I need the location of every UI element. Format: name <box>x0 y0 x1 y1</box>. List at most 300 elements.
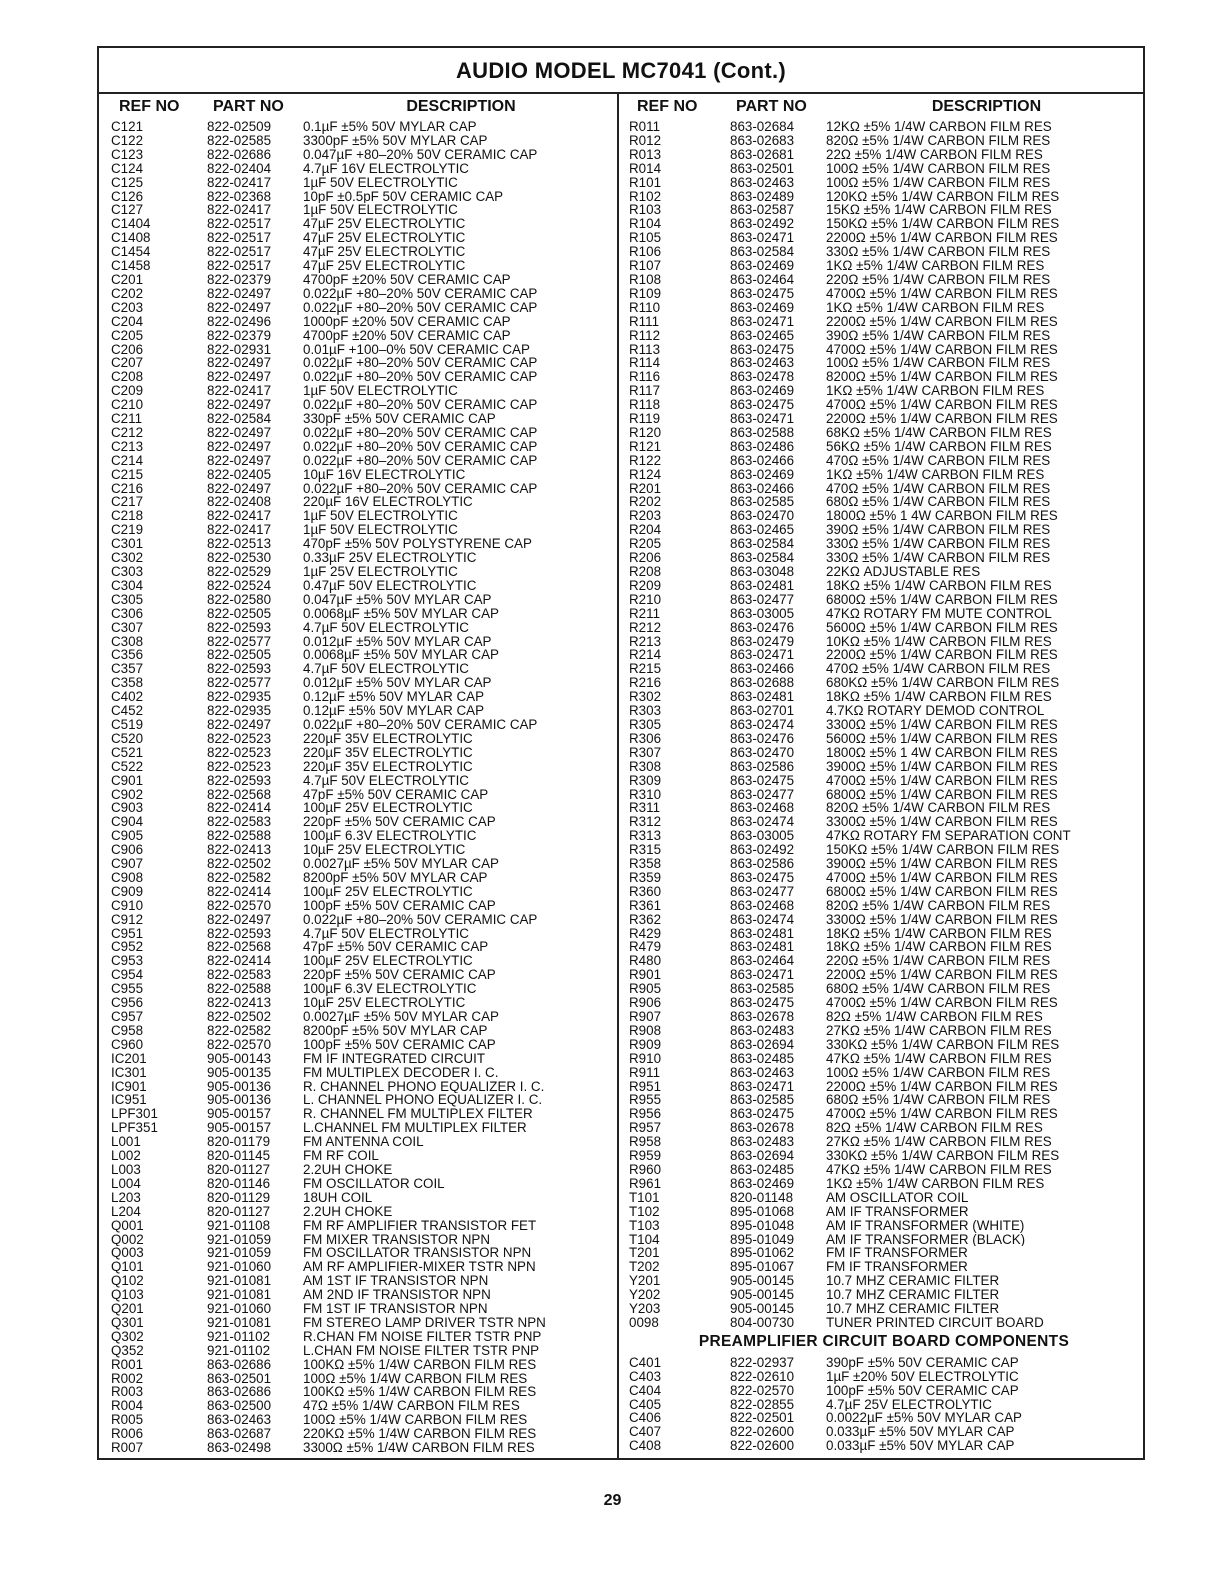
part-no-cell: 921-01102 <box>207 1343 271 1358</box>
description-cell: 680Ω ±5% 1/4W CARBON FILM RES <box>826 495 1051 510</box>
description-cell: 0.012µF ±5% 50V MYLAR CAP <box>303 634 492 649</box>
table-row <box>109 203 613 217</box>
table-row <box>627 384 1141 398</box>
table-row <box>109 593 613 607</box>
ref-no-cell: R110 <box>629 300 661 315</box>
ref-no-cell: C952 <box>111 940 144 955</box>
ref-no-cell: R906 <box>629 996 662 1010</box>
ref-no-cell: R003 <box>111 1385 144 1400</box>
table-row <box>109 398 613 412</box>
table-row <box>627 648 1141 662</box>
ref-no-cell: C407 <box>629 1425 662 1440</box>
description-cell: 1KΩ ±5% 1/4W CARBON FILM RES <box>826 259 1045 273</box>
part-no-cell: 822-02600 <box>730 1439 795 1454</box>
description-cell: 220µF 35V ELECTROLYTIC <box>303 759 473 774</box>
part-no-cell: 905-00145 <box>730 1274 795 1289</box>
description-cell: 4.7KΩ ROTARY DEMOD CONTROL <box>826 704 1045 718</box>
description-cell: 330KΩ ±5% 1/4W CARBON FILM RES <box>826 1149 1060 1163</box>
ref-no-cell: C404 <box>629 1383 662 1398</box>
table-row <box>627 1107 1141 1121</box>
ref-no-cell: R303 <box>629 704 662 718</box>
part-no-cell: 820-01148 <box>730 1190 794 1205</box>
part-no-cell: 822-02517 <box>207 245 272 260</box>
part-no-cell: 820-01127 <box>207 1204 271 1219</box>
ref-no-cell: R908 <box>629 1023 662 1038</box>
part-no-cell: 822-02413 <box>207 996 272 1010</box>
table-row <box>627 259 1141 273</box>
table-row <box>627 1425 1141 1439</box>
part-no-cell: 863-02463 <box>207 1413 272 1428</box>
part-no-cell: 822-02588 <box>207 829 272 844</box>
part-no-cell: 822-02505 <box>207 606 272 621</box>
table-row <box>109 648 613 662</box>
description-cell: 220µF 35V ELECTROLYTIC <box>303 745 473 760</box>
table-row <box>627 1384 1141 1398</box>
ref-no-cell: C1454 <box>111 245 151 260</box>
description-cell: 82Ω ±5% 1/4W CARBON FILM RES <box>826 1010 1043 1024</box>
ref-no-cell: R202 <box>629 495 662 510</box>
description-cell: 0.0027µF ±5% 50V MYLAR CAP <box>303 857 499 871</box>
description-cell: 330pF ±5% 50V CERAMIC CAP <box>303 412 496 426</box>
ref-no-cell: Q201 <box>111 1302 144 1316</box>
ref-no-cell: C303 <box>111 565 144 579</box>
part-no-cell: 863-02471 <box>730 314 795 329</box>
description-cell: 120KΩ ±5% 1/4W CARBON FILM RES <box>826 189 1060 204</box>
part-no-cell: 863-02469 <box>730 384 795 399</box>
table-row <box>627 746 1141 760</box>
ref-no-cell: IC951 <box>111 1093 147 1108</box>
ref-no-cell: R313 <box>629 829 662 844</box>
ref-no-cell: C957 <box>111 1010 144 1024</box>
table-row <box>109 982 613 996</box>
description-cell: 5600Ω ±5% 1/4W CARBON FILM RES <box>826 620 1058 635</box>
ref-no-cell: C1408 <box>111 231 151 246</box>
table-row <box>627 1024 1141 1038</box>
table-row <box>627 927 1141 941</box>
description-cell: 220pF ±5% 50V CERAMIC CAP <box>303 815 496 830</box>
ref-no-cell: C124 <box>111 161 144 176</box>
table-row <box>627 1233 1141 1247</box>
ref-no-cell: C306 <box>111 606 144 621</box>
table-row <box>627 635 1141 649</box>
ref-no-cell: C405 <box>629 1397 662 1412</box>
part-no-cell: 863-02463 <box>730 1065 795 1080</box>
ref-no-cell: R109 <box>629 286 662 301</box>
description-cell: 0.022µF +80–20% 50V CERAMIC CAP <box>303 286 538 301</box>
part-no-cell: 863-02477 <box>730 787 795 802</box>
table-row <box>627 190 1141 204</box>
table-row <box>109 788 613 802</box>
table-row <box>627 1093 1141 1107</box>
description-cell: AM OSCILLATOR COIL <box>826 1190 969 1205</box>
description-cell: 470Ω ±5% 1/4W CARBON FILM RES <box>826 481 1051 496</box>
description-cell: FM RF AMPLIFIER TRANSISTOR FET <box>303 1218 537 1233</box>
part-no-cell: 822-02580 <box>207 592 272 607</box>
description-cell: 8200pF ±5% 50V MYLAR CAP <box>303 870 488 885</box>
table-row <box>627 1370 1141 1384</box>
description-cell: 390pF ±5% 50V CERAMIC CAP <box>826 1355 1019 1370</box>
description-cell: 47KΩ ±5% 1/4W CARBON FILM RES <box>826 1051 1052 1066</box>
table-row <box>627 356 1141 370</box>
ref-no-cell: R205 <box>629 537 662 552</box>
description-cell: 220Ω ±5% 1/4W CARBON FILM RES <box>826 954 1051 969</box>
table-row <box>109 148 613 162</box>
description-cell: 4.7µF 50V ELECTROLYTIC <box>303 926 469 941</box>
description-cell: AM IF TRANSFORMER <box>826 1204 969 1219</box>
table-row <box>627 1163 1141 1177</box>
table-row <box>109 1427 613 1441</box>
ref-no-cell: R955 <box>629 1093 662 1108</box>
parts-list-frame <box>97 46 1145 1460</box>
part-no-cell: 921-01060 <box>207 1302 272 1316</box>
description-cell: 10µF 25V ELECTROLYTIC <box>303 996 466 1010</box>
part-no-cell: 822-02577 <box>207 634 272 649</box>
part-no-cell: 822-02408 <box>207 495 272 510</box>
ref-no-cell: R001 <box>111 1357 144 1372</box>
ref-no-cell: R208 <box>629 565 662 579</box>
ref-no-cell: C909 <box>111 884 144 899</box>
part-no-cell: 895-01067 <box>730 1260 795 1275</box>
part-no-cell: 863-02584 <box>730 245 795 260</box>
ref-no-cell: R106 <box>629 245 662 260</box>
ref-no-cell: C1458 <box>111 259 151 273</box>
part-no-cell: 863-02686 <box>207 1385 272 1400</box>
part-no-cell: 905-00136 <box>207 1093 272 1108</box>
table-row <box>627 551 1141 565</box>
table-row <box>109 231 613 245</box>
table-row <box>627 954 1141 968</box>
part-no-cell: 863-02478 <box>730 370 795 385</box>
part-no-cell: 863-02588 <box>730 425 795 440</box>
part-no-cell: 822-02502 <box>207 857 272 871</box>
table-row <box>109 134 613 148</box>
ref-no-cell: R909 <box>629 1037 662 1052</box>
column-divider <box>617 94 619 1458</box>
ref-no-cell: R111 <box>629 314 660 329</box>
ref-no-cell: R002 <box>111 1371 144 1386</box>
table-row <box>627 468 1141 482</box>
description-cell: 2200Ω ±5% 1/4W CARBON FILM RES <box>826 1079 1058 1094</box>
left-column <box>109 94 613 1455</box>
part-no-cell: 822-02593 <box>207 926 272 941</box>
header-description: DESCRIPTION <box>406 98 516 115</box>
table-row <box>109 384 613 398</box>
ref-no-cell: R011 <box>629 120 661 134</box>
description-cell: 470Ω ±5% 1/4W CARBON FILM RES <box>826 453 1051 468</box>
part-no-cell: 863-02481 <box>730 578 795 593</box>
description-cell: 18KΩ ±5% 1/4W CARBON FILM RES <box>826 940 1052 955</box>
part-no-cell: 863-02485 <box>730 1162 795 1177</box>
part-no-cell: 822-02497 <box>207 286 272 301</box>
ref-no-cell: R120 <box>629 425 662 440</box>
table-row <box>627 857 1141 871</box>
description-cell: 680Ω ±5% 1/4W CARBON FILM RES <box>826 982 1051 997</box>
part-no-cell: 863-02501 <box>207 1371 272 1386</box>
part-no-cell: 905-00143 <box>207 1051 272 1066</box>
description-cell: 10µF 25V ELECTROLYTIC <box>303 843 466 858</box>
part-no-cell: 822-02497 <box>207 481 272 496</box>
ref-no-cell: C207 <box>111 356 144 371</box>
ref-no-cell: R312 <box>629 815 662 830</box>
part-no-cell: 863-02486 <box>730 439 795 454</box>
description-cell: 0.022µF +80–20% 50V CERAMIC CAP <box>303 439 538 454</box>
description-cell: 0.022µF +80–20% 50V CERAMIC CAP <box>303 912 538 927</box>
table-row <box>109 1052 613 1066</box>
ref-no-cell: R007 <box>111 1441 144 1455</box>
table-row <box>109 1330 613 1344</box>
table-row <box>627 537 1141 551</box>
ref-no-cell: R203 <box>629 509 662 524</box>
description-cell: 0.0068µF ±5% 50V MYLAR CAP <box>303 606 499 621</box>
description-cell: 0.022µF +80–20% 50V CERAMIC CAP <box>303 300 538 315</box>
table-row <box>109 454 613 468</box>
ref-no-cell: R013 <box>629 147 662 162</box>
part-no-cell: 863-02485 <box>730 1051 795 1066</box>
description-cell: 150KΩ ±5% 1/4W CARBON FILM RES <box>826 217 1060 232</box>
table-row <box>627 1288 1141 1302</box>
ref-no-cell: C121 <box>111 120 144 134</box>
table-row <box>109 829 613 843</box>
ref-no-cell: R305 <box>629 717 662 732</box>
part-no-cell: 822-02523 <box>207 745 272 760</box>
description-cell: 0.022µF +80–20% 50V CERAMIC CAP <box>303 453 538 468</box>
part-no-cell: 863-02483 <box>730 1135 795 1150</box>
table-row <box>109 1399 613 1413</box>
table-row <box>109 315 613 329</box>
table-row <box>109 495 613 509</box>
description-cell: 4.7µF 50V ELECTROLYTIC <box>303 773 469 788</box>
ref-no-cell: C901 <box>111 773 144 788</box>
description-cell: 2.2UH CHOKE <box>303 1162 393 1177</box>
description-cell: 220pF ±5% 50V CERAMIC CAP <box>303 968 496 983</box>
part-no-cell: 822-02593 <box>207 620 272 635</box>
description-cell: 330KΩ ±5% 1/4W CARBON FILM RES <box>826 1037 1060 1052</box>
part-no-cell: 863-02586 <box>730 759 795 774</box>
part-no-cell: 863-02481 <box>730 690 795 705</box>
description-cell: FM 1ST IF TRANSISTOR NPN <box>303 1302 488 1316</box>
part-no-cell: 895-01062 <box>730 1246 795 1261</box>
ref-no-cell: 0098 <box>629 1315 659 1330</box>
ref-no-cell: R358 <box>629 857 662 871</box>
description-cell: 6800Ω ±5% 1/4W CARBON FILM RES <box>826 787 1058 802</box>
table-row <box>627 982 1141 996</box>
description-cell: FM RF COIL <box>303 1149 379 1163</box>
part-no-cell: 863-02464 <box>730 954 795 969</box>
table-row <box>627 1010 1141 1024</box>
ref-no-cell: R901 <box>629 968 662 983</box>
description-cell: AM 1ST IF TRANSISTOR NPN <box>303 1274 489 1289</box>
description-cell: L. CHANNEL PHONO EQUALIZER I. C. <box>303 1093 543 1108</box>
description-cell: 1µF 50V ELECTROLYTIC <box>303 175 458 190</box>
table-row <box>627 412 1141 426</box>
part-no-cell: 822-02496 <box>207 314 272 329</box>
table-row <box>627 1302 1141 1316</box>
table-row <box>627 1191 1141 1205</box>
part-no-cell: 822-02497 <box>207 356 272 371</box>
ref-no-cell: C204 <box>111 314 144 329</box>
part-no-cell: 921-01081 <box>207 1288 272 1303</box>
part-no-cell: 863-02477 <box>730 884 795 899</box>
part-no-cell: 863-02464 <box>730 272 795 287</box>
ref-no-cell: IC901 <box>111 1079 147 1094</box>
ref-no-cell: C358 <box>111 676 144 691</box>
part-no-cell: 921-01102 <box>207 1329 271 1344</box>
description-cell: 330Ω ±5% 1/4W CARBON FILM RES <box>826 537 1051 552</box>
part-no-cell: 822-02935 <box>207 690 272 705</box>
description-cell: 10µF 16V ELECTROLYTIC <box>303 467 466 482</box>
part-no-cell: 822-02379 <box>207 328 272 343</box>
description-cell: FM OSCILLATOR TRANSISTOR NPN <box>303 1246 532 1261</box>
table-row <box>109 718 613 732</box>
description-cell: 390Ω ±5% 1/4W CARBON FILM RES <box>826 328 1051 343</box>
description-cell: 6800Ω ±5% 1/4W CARBON FILM RES <box>826 592 1058 607</box>
description-cell: 47µF 25V ELECTROLYTIC <box>303 245 466 260</box>
description-cell: 3900Ω ±5% 1/4W CARBON FILM RES <box>826 857 1058 871</box>
description-cell: 47KΩ ROTARY FM MUTE CONTROL <box>826 606 1052 621</box>
part-no-cell: 863-02466 <box>730 662 795 677</box>
table-row <box>627 120 1141 134</box>
table-row <box>627 662 1141 676</box>
part-no-cell: 822-02524 <box>207 578 272 593</box>
table-row <box>109 607 613 621</box>
part-no-cell: 822-02414 <box>207 884 272 899</box>
ref-no-cell: R429 <box>629 926 662 941</box>
description-cell: 220KΩ ±5% 1/4W CARBON FILM RES <box>303 1427 537 1442</box>
ref-no-cell: C356 <box>111 648 144 663</box>
ref-no-cell: C212 <box>111 425 144 440</box>
description-cell: 100Ω ±5% 1/4W CARBON FILM RES <box>303 1371 528 1386</box>
part-no-cell: 863-02683 <box>730 133 795 148</box>
description-cell: 0.012µF ±5% 50V MYLAR CAP <box>303 676 492 691</box>
part-no-cell: 863-02474 <box>730 717 795 732</box>
part-no-cell: 863-02471 <box>730 1079 795 1094</box>
part-no-cell: 822-02593 <box>207 662 272 677</box>
table-row <box>627 732 1141 746</box>
ref-no-cell: C218 <box>111 509 144 524</box>
part-no-cell: 822-02582 <box>207 1023 272 1038</box>
table-row <box>109 1066 613 1080</box>
description-cell: AM 2ND IF TRANSISTOR NPN <box>303 1288 491 1303</box>
ref-no-cell: R310 <box>629 787 662 802</box>
ref-no-cell: C908 <box>111 870 144 885</box>
table-row <box>109 732 613 746</box>
description-cell: FM STEREO LAMP DRIVER TSTR NPN <box>303 1315 546 1330</box>
table-row <box>109 537 613 551</box>
description-cell: FM MIXER TRANSISTOR NPN <box>303 1232 490 1247</box>
part-no-cell: 863-02475 <box>730 342 795 357</box>
part-no-cell: 905-00145 <box>730 1288 795 1303</box>
description-cell: 10pF ±0.5pF 50V CERAMIC CAP <box>303 189 504 204</box>
ref-no-cell: R956 <box>629 1107 662 1122</box>
ref-no-cell: R209 <box>629 578 662 593</box>
part-no-cell: 822-02497 <box>207 717 272 732</box>
description-cell: 0.033µF ±5% 50V MYLAR CAP <box>826 1425 1015 1440</box>
description-cell: R. CHANNEL FM MULTIPLEX FILTER <box>303 1107 533 1122</box>
table-row <box>627 1066 1141 1080</box>
ref-no-cell: Q101 <box>111 1260 144 1275</box>
part-no-cell: 822-02404 <box>207 161 272 176</box>
ref-no-cell: LPF301 <box>111 1107 158 1122</box>
ref-no-cell: C127 <box>111 203 144 218</box>
part-no-cell: 863-02585 <box>730 1093 795 1108</box>
part-no-cell: 863-02501 <box>730 161 795 176</box>
part-no-cell: 820-01145 <box>207 1149 271 1163</box>
description-cell: 5600Ω ±5% 1/4W CARBON FILM RES <box>826 731 1058 746</box>
ref-no-cell: C305 <box>111 592 144 607</box>
ref-no-cell: C912 <box>111 912 144 927</box>
part-no-cell: 921-01081 <box>207 1315 272 1330</box>
table-row <box>627 1038 1141 1052</box>
ref-no-cell: C357 <box>111 662 144 677</box>
part-no-cell: 863-02587 <box>730 203 795 218</box>
ref-no-cell: C202 <box>111 286 144 301</box>
ref-no-cell: L002 <box>111 1149 141 1163</box>
description-cell: 1µF 50V ELECTROLYTIC <box>303 523 458 538</box>
table-row <box>627 495 1141 509</box>
part-no-cell: 822-02509 <box>207 120 272 134</box>
description-cell: 22Ω ±5% 1/4W CARBON FILM RES <box>826 147 1043 162</box>
description-cell: 0.47µF 50V ELECTROLYTIC <box>303 578 477 593</box>
description-cell: 0.0068µF ±5% 50V MYLAR CAP <box>303 648 499 663</box>
table-row <box>627 523 1141 537</box>
table-row <box>627 1080 1141 1094</box>
part-no-cell: 804-00730 <box>730 1315 795 1330</box>
description-cell: 18KΩ ±5% 1/4W CARBON FILM RES <box>826 578 1052 593</box>
ref-no-cell: R957 <box>629 1121 662 1136</box>
table-row <box>109 509 613 523</box>
ref-no-cell: L001 <box>111 1135 141 1150</box>
description-cell: 100KΩ ±5% 1/4W CARBON FILM RES <box>303 1385 537 1400</box>
header-part-no: PART NO <box>736 98 807 115</box>
ref-no-cell: C209 <box>111 384 144 399</box>
ref-no-cell: C1404 <box>111 217 151 232</box>
table-row <box>627 579 1141 593</box>
part-no-cell: 822-02600 <box>730 1425 795 1440</box>
part-no-cell: 863-02477 <box>730 592 795 607</box>
ref-no-cell: R309 <box>629 773 662 788</box>
description-cell: 47pF ±5% 50V CERAMIC CAP <box>303 787 489 802</box>
description-cell: 4700Ω ±5% 1/4W CARBON FILM RES <box>826 398 1058 413</box>
description-cell: 0.022µF +80–20% 50V CERAMIC CAP <box>303 717 538 732</box>
table-row <box>627 217 1141 231</box>
table-row <box>627 1246 1141 1260</box>
table-row <box>109 1385 613 1399</box>
part-no-cell: 863-02481 <box>730 940 795 955</box>
table-row <box>109 1260 613 1274</box>
part-no-cell: 921-01060 <box>207 1260 272 1275</box>
ref-no-cell: R014 <box>629 161 662 176</box>
table-row <box>627 815 1141 829</box>
table-row <box>109 635 613 649</box>
ref-no-cell: R960 <box>629 1162 662 1177</box>
description-cell: 4.7µF 16V ELECTROLYTIC <box>303 161 469 176</box>
part-no-cell: 820-01127 <box>207 1162 271 1177</box>
ref-no-cell: C213 <box>111 439 144 454</box>
table-row <box>627 1121 1141 1135</box>
description-cell: 47Ω ±5% 1/4W CARBON FILM RES <box>303 1399 520 1414</box>
table-row <box>109 190 613 204</box>
part-no-cell: 863-03005 <box>730 606 795 621</box>
part-no-cell: 863-02684 <box>730 120 795 134</box>
description-cell: TUNER PRINTED CIRCUIT BOARD <box>826 1315 1044 1330</box>
table-row <box>109 468 613 482</box>
description-cell: 4700pF ±20% 50V CERAMIC CAP <box>303 328 511 343</box>
right-header-row <box>627 94 1141 116</box>
table-row <box>109 440 613 454</box>
part-no-cell: 822-02583 <box>207 815 272 830</box>
ref-no-cell: R911 <box>629 1065 661 1080</box>
table-row <box>627 1411 1141 1425</box>
